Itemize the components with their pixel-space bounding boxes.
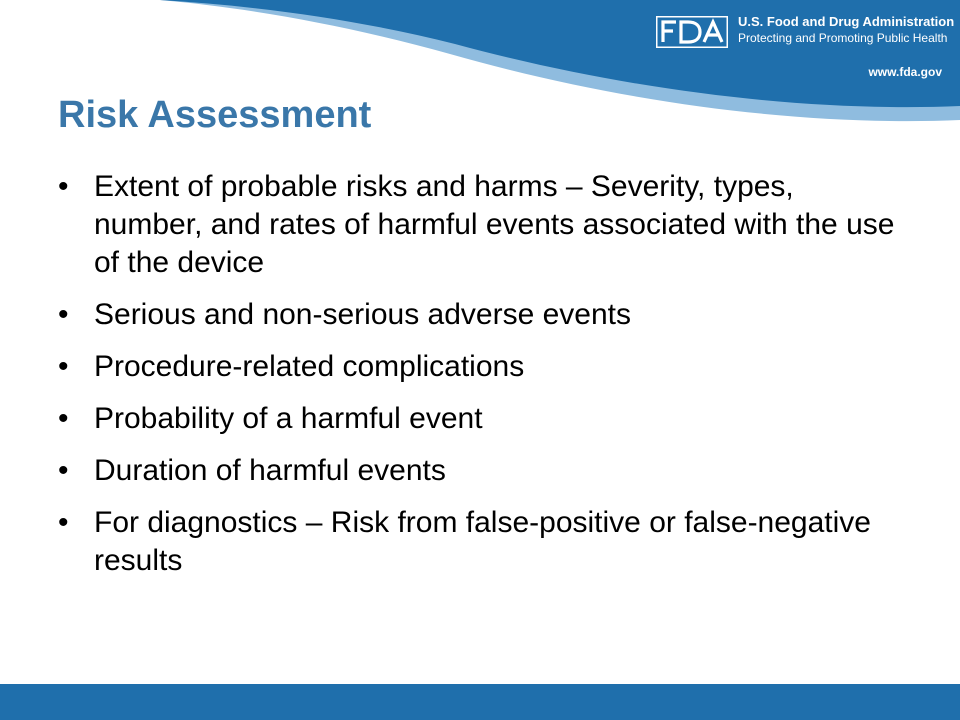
bullet-item — [58, 296, 898, 334]
bullet-text: Duration of harmful events — [94, 454, 446, 487]
bullet-text: Serious and non-serious adverse events — [94, 298, 631, 331]
bullet-icon: • — [58, 402, 69, 435]
footer-bar — [0, 684, 960, 720]
bullet-item — [58, 168, 898, 282]
bullet-text: For diagnostics – Risk from false-positive or false-negative results — [94, 506, 871, 577]
bullet-item — [58, 348, 898, 386]
agency-name: U.S. Food and Drug Administration — [738, 14, 955, 29]
website-link[interactable]: www.fda.gov — [868, 65, 942, 79]
bullet-icon: • — [58, 298, 69, 331]
fda-logo-icon — [656, 16, 728, 48]
bullet-icon: • — [58, 506, 69, 539]
bullet-list — [58, 168, 898, 594]
bullet-text: Probability of a harmful event — [94, 402, 483, 435]
bullet-icon: • — [58, 170, 69, 203]
bullet-icon: • — [58, 454, 69, 487]
bullet-icon: • — [58, 350, 69, 383]
bullet-text: Procedure-related complications — [94, 350, 525, 383]
slide-title: Risk Assessment — [58, 94, 372, 136]
agency-tagline: Protecting and Promoting Public Health — [738, 31, 948, 45]
bullet-item — [58, 400, 898, 438]
bullet-item — [58, 504, 898, 580]
bullet-item — [58, 452, 898, 490]
bullet-text: Extent of probable risks and harms – Severity, types, number, and rates of harmful events associated with the use of the device — [94, 170, 895, 279]
